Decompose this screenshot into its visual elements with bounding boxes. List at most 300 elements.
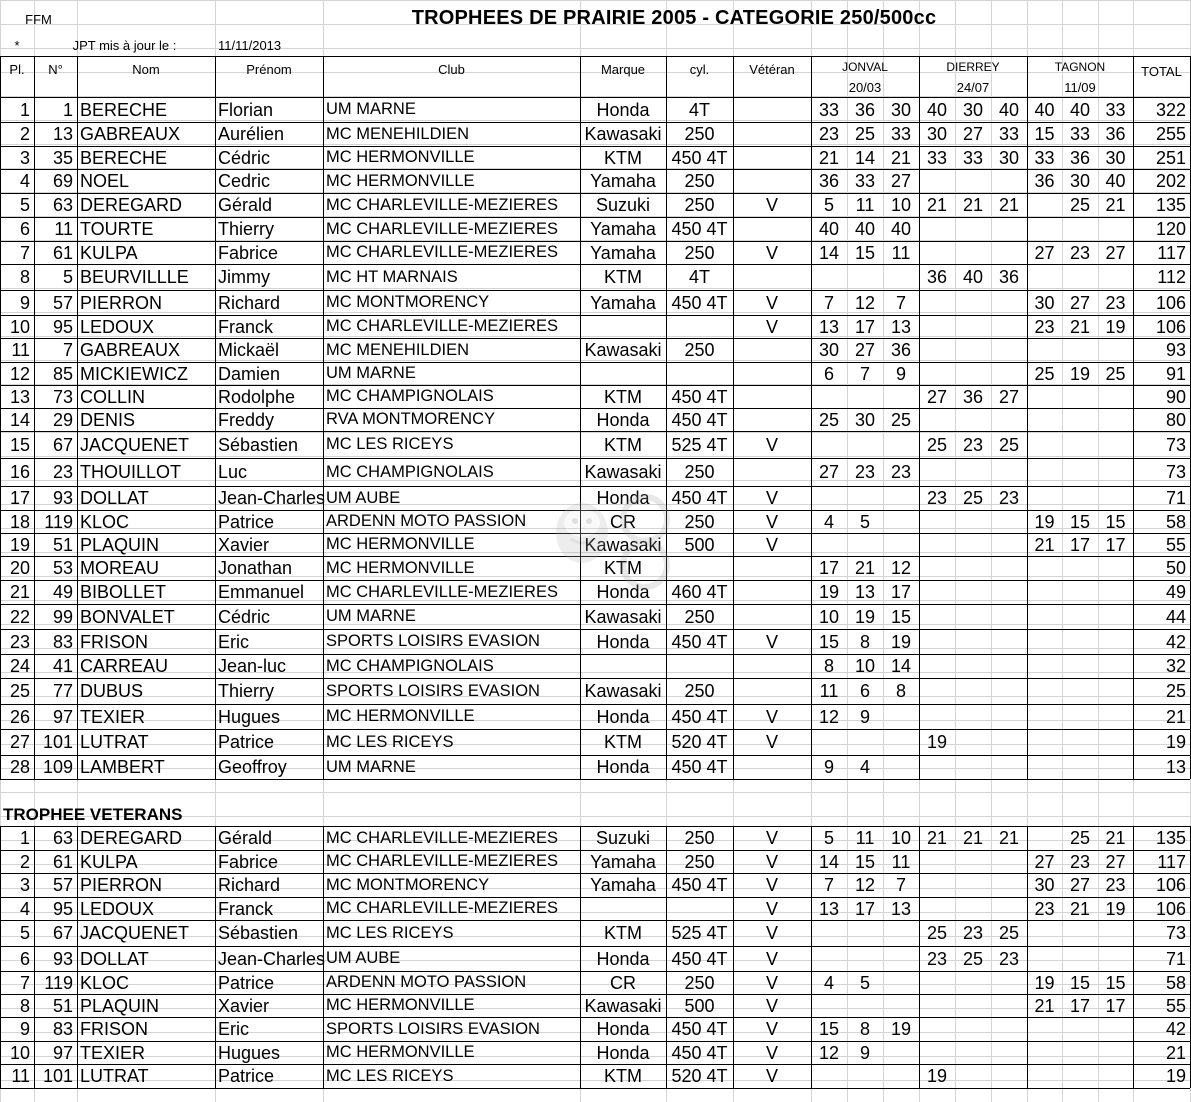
- veteran-cell: V: [765, 948, 778, 969]
- brand-cell: Honda: [596, 948, 650, 969]
- brand-cell: Kawasaki: [584, 124, 662, 144]
- name-cell: MICKIEWICZ: [80, 363, 188, 384]
- score-cell: 40: [1069, 99, 1091, 120]
- score-cell: 33: [1069, 124, 1091, 144]
- veteran-cell: V: [765, 1042, 778, 1063]
- score-cell: 15: [890, 606, 912, 627]
- veteran-cell: V: [765, 511, 778, 532]
- place-cell: 7: [19, 972, 30, 993]
- score-cell: 9: [895, 363, 906, 384]
- score-cell: [1027, 1064, 1062, 1088]
- brand-cell: Kawasaki: [584, 681, 662, 701]
- total-cell: 117: [1157, 242, 1186, 263]
- score-cell: [919, 408, 955, 431]
- score-cell: [1027, 755, 1062, 779]
- score-cell: [991, 897, 1027, 920]
- score-cell: 40: [890, 219, 912, 239]
- brand-cell: KTM: [604, 267, 642, 287]
- score-cell: 36: [1034, 171, 1055, 191]
- place-cell: 25: [9, 681, 30, 701]
- firstname-cell: Florian: [218, 99, 274, 120]
- header-event-0: JONVAL: [842, 60, 888, 74]
- number-cell: 83: [52, 631, 73, 652]
- score-cell: 30: [1105, 147, 1126, 168]
- score-cell: [1098, 946, 1133, 971]
- score-cell: 33: [962, 147, 984, 168]
- number-cell: 13: [52, 124, 73, 144]
- score-cell: [883, 971, 919, 994]
- club-cell: MC HERMONVILLE: [326, 707, 475, 726]
- score-cell: [955, 755, 991, 779]
- brand-cell: Honda: [596, 99, 650, 120]
- veteran-cell: V: [765, 1066, 778, 1086]
- score-cell: [919, 850, 955, 873]
- score-cell: 33: [998, 124, 1020, 144]
- score-cell: [1062, 217, 1098, 241]
- score-cell: [1027, 580, 1062, 604]
- place-cell: 5: [19, 923, 30, 943]
- club-cell: ARDENN MOTO PASSION: [326, 512, 527, 531]
- name-cell: KULPA: [80, 851, 138, 872]
- score-cell: 23: [890, 462, 912, 482]
- firstname-cell: Patrice: [218, 1066, 275, 1086]
- score-cell: 25: [998, 434, 1020, 455]
- place-cell: 2: [19, 851, 30, 872]
- firstname-cell: Geoffroy: [218, 757, 287, 777]
- score-cell: 25: [1069, 195, 1091, 215]
- club-cell: MC LES RICEYS: [326, 923, 454, 942]
- score-cell: 25: [998, 923, 1020, 943]
- score-cell: 15: [818, 631, 840, 652]
- score-cell: [919, 704, 955, 729]
- number-cell: 63: [52, 195, 73, 215]
- score-cell: [1098, 556, 1133, 580]
- score-cell: 8: [823, 656, 834, 676]
- place-cell: 1: [19, 828, 30, 848]
- place-cell: 21: [9, 582, 30, 602]
- displacement-cell: 250: [684, 828, 715, 848]
- score-cell: 13: [818, 898, 840, 919]
- score-cell: [1027, 264, 1062, 290]
- name-cell: CARREAU: [80, 656, 169, 676]
- score-cell: 40: [962, 267, 984, 287]
- header-num: N°: [48, 61, 63, 77]
- score-cell: 17: [818, 558, 840, 578]
- score-cell: 12: [890, 558, 912, 578]
- score-cell: 21: [998, 195, 1020, 215]
- score-cell: 4: [823, 511, 834, 532]
- score-cell: [919, 338, 955, 362]
- veteran-cell: V: [765, 292, 778, 313]
- header-prenom: Prénom: [246, 61, 292, 77]
- score-cell: 30: [1034, 875, 1055, 895]
- displacement-cell: 450 4T: [671, 757, 728, 777]
- score-cell: [1062, 946, 1098, 971]
- score-cell: 9: [823, 757, 834, 777]
- score-cell: [811, 264, 847, 290]
- displacement-cell: 520 4T: [671, 1066, 728, 1086]
- firstname-cell: Damien: [218, 363, 281, 384]
- number-cell: 35: [52, 147, 73, 168]
- score-cell: 15: [1105, 511, 1126, 532]
- brand-cell: Honda: [596, 631, 650, 652]
- score-cell: [991, 556, 1027, 580]
- gridline-h: [0, 0, 1190, 1]
- score-cell: 19: [1034, 972, 1055, 993]
- score-cell: 30: [818, 340, 840, 360]
- brand-cell: Suzuki: [595, 195, 651, 215]
- score-cell: [1027, 408, 1062, 431]
- score-cell: 33: [854, 171, 876, 191]
- score-cell: [847, 920, 883, 946]
- place-cell: 3: [19, 875, 30, 895]
- firstname-cell: Jonathan: [218, 558, 293, 578]
- score-cell: [991, 315, 1027, 338]
- club-cell: SPORTS LOISIRS EVASION: [326, 632, 540, 651]
- header-cyl: cyl.: [689, 61, 710, 77]
- score-cell: 23: [818, 124, 840, 144]
- score-cell: [883, 486, 919, 510]
- displacement-cell: 450 4T: [671, 875, 728, 895]
- score-cell: [1027, 946, 1062, 971]
- number-cell: 67: [52, 923, 73, 943]
- score-cell: 21: [962, 195, 984, 215]
- header-event-date-1: 24/07: [956, 79, 990, 95]
- score-cell: 17: [1069, 534, 1091, 555]
- score-cell: 21: [890, 147, 912, 168]
- brand-cell: Yamaha: [590, 171, 656, 191]
- total-cell: 73: [1165, 462, 1186, 482]
- score-cell: 19: [926, 1066, 948, 1086]
- score-cell: 21: [962, 828, 984, 848]
- veteran-cell: [733, 604, 811, 629]
- score-cell: [991, 704, 1027, 729]
- displacement-cell: 250: [684, 462, 715, 482]
- number-cell: 49: [52, 582, 73, 602]
- score-cell: [1027, 1041, 1062, 1064]
- veteran-cell: [733, 146, 811, 169]
- score-cell: 11: [855, 195, 875, 215]
- veteran-cell: V: [765, 631, 778, 652]
- score-cell: [955, 408, 991, 431]
- number-cell: 97: [52, 1042, 73, 1063]
- score-cell: [919, 217, 955, 241]
- score-cell: [847, 994, 883, 1017]
- score-cell: 19: [1034, 511, 1055, 532]
- score-cell: [1062, 486, 1098, 510]
- score-cell: 25: [854, 124, 876, 144]
- displacement-cell: 500: [684, 534, 715, 555]
- score-cell: [1062, 1064, 1098, 1088]
- total-cell: 44: [1165, 606, 1186, 627]
- score-cell: 25: [1105, 363, 1126, 384]
- score-cell: [955, 533, 991, 556]
- score-cell: [1027, 486, 1062, 510]
- number-cell: 101: [42, 1066, 73, 1086]
- score-cell: 25: [962, 488, 984, 508]
- total-cell: 71: [1165, 488, 1186, 508]
- number-cell: 95: [52, 316, 73, 337]
- total-cell: 106: [1155, 316, 1186, 337]
- header-event-1: DIERREY: [946, 60, 1000, 74]
- score-cell: [883, 704, 919, 729]
- score-cell: [955, 362, 991, 385]
- number-cell: 119: [44, 511, 73, 532]
- place-cell: 1: [19, 99, 30, 120]
- club-cell: UM AUBE: [326, 949, 401, 968]
- update-marker: *: [14, 37, 20, 53]
- score-cell: 30: [926, 124, 948, 144]
- number-cell: 67: [52, 434, 73, 455]
- displacement-cell: [666, 315, 733, 338]
- score-cell: [1027, 338, 1062, 362]
- name-cell: PLAQUIN: [80, 534, 160, 555]
- club-cell: UM MARNE: [326, 757, 416, 776]
- score-cell: 30: [1069, 171, 1091, 191]
- score-cell: 23: [962, 923, 984, 943]
- place-cell: 3: [19, 147, 30, 168]
- score-cell: [991, 1041, 1027, 1064]
- score-cell: [1098, 1064, 1133, 1088]
- score-cell: [1098, 729, 1133, 755]
- score-cell: [1027, 826, 1062, 850]
- place-cell: 11: [11, 340, 30, 360]
- header-total: TOTAL: [1141, 63, 1182, 79]
- firstname-cell: Jean-Charles: [218, 948, 326, 969]
- place-cell: 23: [9, 631, 30, 652]
- displacement-cell: 500: [684, 995, 715, 1016]
- displacement-cell: 450 4T: [671, 386, 728, 407]
- score-cell: [1062, 1041, 1098, 1064]
- displacement-cell: 250: [684, 171, 715, 191]
- place-cell: 26: [9, 706, 30, 727]
- club-cell: MC LES RICEYS: [326, 435, 454, 454]
- firstname-cell: Patrice: [218, 732, 275, 752]
- total-cell: 32: [1165, 656, 1186, 676]
- score-cell: 13: [890, 898, 912, 919]
- score-cell: 30: [998, 147, 1020, 168]
- firstname-cell: Richard: [218, 875, 281, 895]
- total-cell: 106: [1155, 292, 1186, 313]
- score-cell: 23: [854, 462, 876, 482]
- name-cell: KLOC: [80, 511, 130, 532]
- score-cell: [955, 315, 991, 338]
- name-cell: NOEL: [80, 171, 130, 191]
- place-cell: 4: [19, 898, 30, 919]
- score-cell: [883, 264, 919, 290]
- firstname-cell: Cédric: [218, 606, 271, 627]
- score-cell: [955, 217, 991, 241]
- score-cell: [883, 729, 919, 755]
- score-cell: [919, 362, 955, 385]
- displacement-cell: 250: [684, 195, 715, 215]
- veteran-cell: [733, 385, 811, 408]
- score-cell: 15: [854, 242, 876, 263]
- score-cell: 10: [818, 606, 840, 627]
- club-cell: MC HERMONVILLE: [326, 171, 475, 190]
- brand-cell: CR: [610, 511, 636, 532]
- update-label: JPT mis à jour le :: [72, 37, 177, 53]
- displacement-cell: 450 4T: [671, 948, 728, 969]
- number-cell: 119: [44, 972, 73, 993]
- total-cell: 106: [1155, 875, 1186, 895]
- name-cell: LEDOUX: [80, 898, 155, 919]
- place-cell: 14: [9, 409, 30, 430]
- score-cell: [991, 580, 1027, 604]
- veteran-cell: [733, 338, 811, 362]
- score-cell: [1098, 755, 1133, 779]
- score-cell: [847, 533, 883, 556]
- brand-cell: [580, 362, 666, 385]
- brand-cell: KTM: [604, 147, 642, 168]
- score-cell: 21: [998, 828, 1020, 848]
- score-cell: 10: [890, 828, 912, 848]
- score-cell: 10: [890, 195, 912, 215]
- total-cell: 42: [1165, 1019, 1186, 1039]
- score-cell: [919, 556, 955, 580]
- score-cell: 21: [818, 147, 840, 168]
- firstname-cell: Jean-Charles: [218, 488, 326, 508]
- score-cell: [991, 994, 1027, 1017]
- firstname-cell: Eric: [218, 1019, 249, 1039]
- brand-cell: CR: [610, 972, 636, 993]
- place-cell: 6: [19, 948, 30, 969]
- score-cell: 15: [818, 1019, 840, 1039]
- score-cell: [1027, 704, 1062, 729]
- veteran-cell: V: [765, 706, 778, 727]
- score-cell: [1062, 629, 1098, 654]
- score-cell: [1098, 1041, 1133, 1064]
- score-cell: 8: [895, 681, 906, 701]
- score-cell: 33: [1105, 99, 1126, 120]
- name-cell: FRISON: [80, 1019, 149, 1039]
- score-cell: [883, 385, 919, 408]
- total-cell: 91: [1165, 363, 1186, 384]
- score-cell: [991, 729, 1027, 755]
- score-cell: 15: [1105, 972, 1126, 993]
- ffm-label: FFM: [25, 11, 52, 27]
- score-cell: 36: [854, 99, 876, 120]
- gridline-h: [0, 792, 1190, 793]
- score-cell: 23: [1105, 875, 1126, 895]
- score-cell: [991, 971, 1027, 994]
- place-cell: 18: [9, 511, 30, 532]
- score-cell: [919, 1041, 955, 1064]
- score-cell: [919, 654, 955, 678]
- score-cell: [991, 169, 1027, 193]
- veteran-cell: V: [765, 434, 778, 455]
- displacement-cell: 4T: [688, 99, 710, 120]
- score-cell: [955, 338, 991, 362]
- club-cell: ARDENN MOTO PASSION: [326, 973, 527, 992]
- score-cell: 40: [1034, 99, 1055, 120]
- score-cell: 23: [998, 948, 1020, 969]
- score-cell: [1062, 338, 1098, 362]
- score-cell: 13: [854, 582, 876, 602]
- header-veteran: Vétéran: [749, 61, 795, 77]
- brand-cell: KTM: [604, 434, 642, 455]
- score-cell: 17: [1069, 995, 1091, 1016]
- score-cell: 15: [1069, 972, 1091, 993]
- name-cell: LAMBERT: [80, 757, 165, 777]
- score-cell: 8: [859, 631, 870, 652]
- veteran-cell: V: [765, 995, 778, 1016]
- firstname-cell: Fabrice: [218, 851, 279, 872]
- name-cell: DENIS: [80, 409, 136, 430]
- score-cell: 23: [926, 488, 948, 508]
- displacement-cell: 250: [684, 511, 715, 532]
- veteran-cell: [733, 169, 811, 193]
- score-cell: 21: [1034, 995, 1055, 1016]
- score-cell: [919, 971, 955, 994]
- displacement-cell: [666, 654, 733, 678]
- name-cell: KULPA: [80, 242, 138, 263]
- firstname-cell: Gérald: [218, 195, 273, 215]
- section-title-veterans: TROPHEE VETERANS: [3, 804, 183, 824]
- score-cell: 19: [854, 606, 876, 627]
- header-nom: Nom: [132, 61, 160, 77]
- firstname-cell: Hugues: [218, 1042, 281, 1063]
- score-cell: 25: [926, 923, 948, 943]
- score-cell: [1027, 729, 1062, 755]
- total-cell: 135: [1155, 195, 1186, 215]
- name-cell: LUTRAT: [80, 1066, 149, 1086]
- header-event-2: TAGNON: [1054, 60, 1106, 74]
- score-cell: 4: [823, 972, 834, 993]
- veteran-cell: [733, 580, 811, 604]
- score-cell: 27: [926, 386, 948, 407]
- score-cell: [883, 755, 919, 779]
- veteran-cell: [733, 97, 811, 122]
- total-cell: 322: [1155, 99, 1186, 120]
- score-cell: 12: [818, 1042, 840, 1063]
- name-cell: DEREGARD: [80, 195, 183, 215]
- name-cell: TEXIER: [80, 1042, 146, 1063]
- score-cell: [991, 678, 1027, 704]
- score-cell: [1027, 431, 1062, 458]
- firstname-cell: Cedric: [218, 171, 271, 191]
- score-cell: [811, 729, 847, 755]
- score-cell: [919, 755, 955, 779]
- score-cell: [955, 1064, 991, 1088]
- club-cell: MC HERMONVILLE: [326, 996, 475, 1015]
- name-cell: JACQUENET: [80, 923, 190, 943]
- score-cell: [811, 1064, 847, 1088]
- score-cell: [883, 431, 919, 458]
- veteran-cell: [733, 264, 811, 290]
- club-cell: UM MARNE: [326, 364, 416, 383]
- score-cell: [811, 431, 847, 458]
- score-cell: 27: [854, 340, 876, 360]
- total-cell: 80: [1165, 409, 1186, 430]
- score-cell: 11: [891, 242, 911, 263]
- score-cell: [811, 994, 847, 1017]
- name-cell: GABREAUX: [80, 124, 181, 144]
- displacement-cell: 450 4T: [671, 706, 728, 727]
- score-cell: [955, 971, 991, 994]
- club-cell: UM MARNE: [326, 607, 416, 626]
- number-cell: 51: [52, 995, 73, 1016]
- displacement-cell: 525 4T: [671, 434, 728, 455]
- place-cell: 15: [9, 434, 30, 455]
- club-cell: UM AUBE: [326, 488, 401, 507]
- score-cell: [1098, 580, 1133, 604]
- club-cell: MC HERMONVILLE: [326, 535, 475, 554]
- club-cell: MC LES RICEYS: [326, 732, 454, 751]
- score-cell: [955, 678, 991, 704]
- score-cell: [919, 241, 955, 264]
- score-cell: 5: [859, 972, 870, 993]
